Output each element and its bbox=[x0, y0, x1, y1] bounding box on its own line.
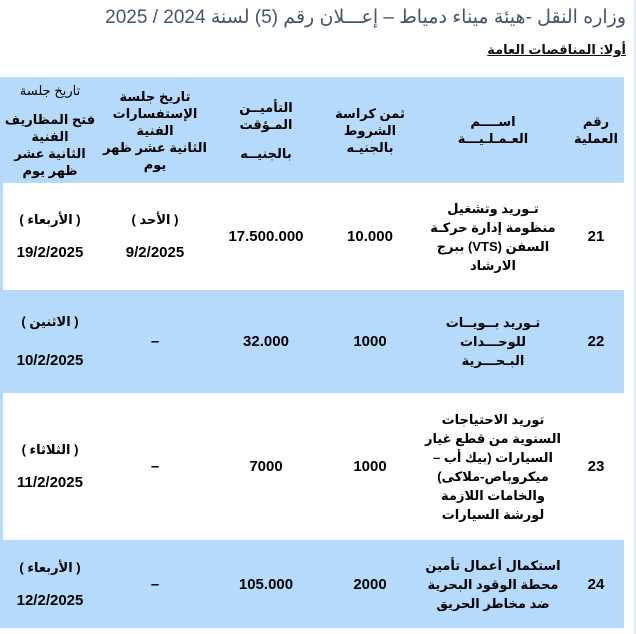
booklet-price: 10.000 bbox=[347, 228, 393, 245]
inquiry-session: – bbox=[150, 458, 160, 475]
inquiry-session: ( الأحد ) 9/2/2025 bbox=[125, 212, 185, 261]
op-name: تـوريد بــويــات للوحـــدات البـحـــرية bbox=[445, 315, 541, 368]
opening-session: ( الأربعاء ) 12/2/2025 bbox=[16, 559, 84, 609]
opening-session: ( الأربعاء ) 19/2/2025 bbox=[16, 212, 84, 261]
table-row bbox=[0, 393, 624, 540]
booklet-price: 1000 bbox=[353, 333, 387, 350]
op-number: 21 bbox=[587, 228, 605, 245]
op-name: استكمال أعمال تأمين محطة الوقود البحرية ضد مخاطر الحريق bbox=[425, 557, 561, 611]
deposit-amount: 7000 bbox=[249, 458, 283, 475]
deposit-amount: 32.000 bbox=[243, 333, 289, 350]
table-row bbox=[0, 540, 624, 628]
header-op-number: رقم العملية bbox=[574, 114, 618, 146]
booklet-price: 2000 bbox=[353, 575, 387, 593]
inquiry-session: – bbox=[150, 575, 160, 593]
op-name: توريد الاحتياجات السنوية من قطع غيار السيارات (بيك أب – ميكروباص-ملاكى) والخامات اللازمة لورشة السيارات bbox=[425, 411, 561, 522]
section-title: أولا: المناقصات العامة bbox=[487, 42, 626, 57]
op-number: 24 bbox=[587, 575, 605, 593]
op-number: 23 bbox=[587, 458, 605, 475]
inquiry-session: – bbox=[150, 333, 160, 350]
deposit-amount: 17.500.000 bbox=[228, 228, 304, 245]
opening-session: ( الاثنين ) 10/2/2025 bbox=[16, 314, 84, 369]
header-deposit: التأميــن المـؤقت بالجنيــه bbox=[239, 99, 293, 161]
header-opening-session: تاريخ جلسة فتح المظاريف الفنية الثانية عشر ظهر يوم bbox=[4, 82, 96, 178]
header-inquiry-session: تاريخ جلسة الإستفسارات الفنية الثانية عشر ظهر يوم bbox=[103, 88, 207, 172]
op-name: تـوريد وتشغيل منظومة إدارة حركـة السفن (VTS) ببرج الارشاد bbox=[430, 200, 556, 273]
header-booklet-price: ثمن كراسة الشروط بالجنيـه bbox=[335, 105, 405, 155]
announcement-title: وزاره النقل -هيئة ميناء دمياط – إعـــلان رقم (5) لسنة 2024 / 2025 bbox=[105, 7, 626, 28]
table-header-row bbox=[0, 77, 624, 183]
table-row bbox=[0, 183, 624, 290]
opening-session: ( الثلاثاء ) 11/2/2025 bbox=[17, 442, 83, 491]
op-number: 22 bbox=[587, 333, 605, 350]
booklet-price: 1000 bbox=[353, 458, 387, 475]
table-row bbox=[0, 290, 624, 393]
tenders-table bbox=[0, 77, 624, 628]
deposit-amount: 105.000 bbox=[238, 575, 294, 593]
header-op-name: اســــم العـمـلـيـــة bbox=[457, 114, 529, 146]
